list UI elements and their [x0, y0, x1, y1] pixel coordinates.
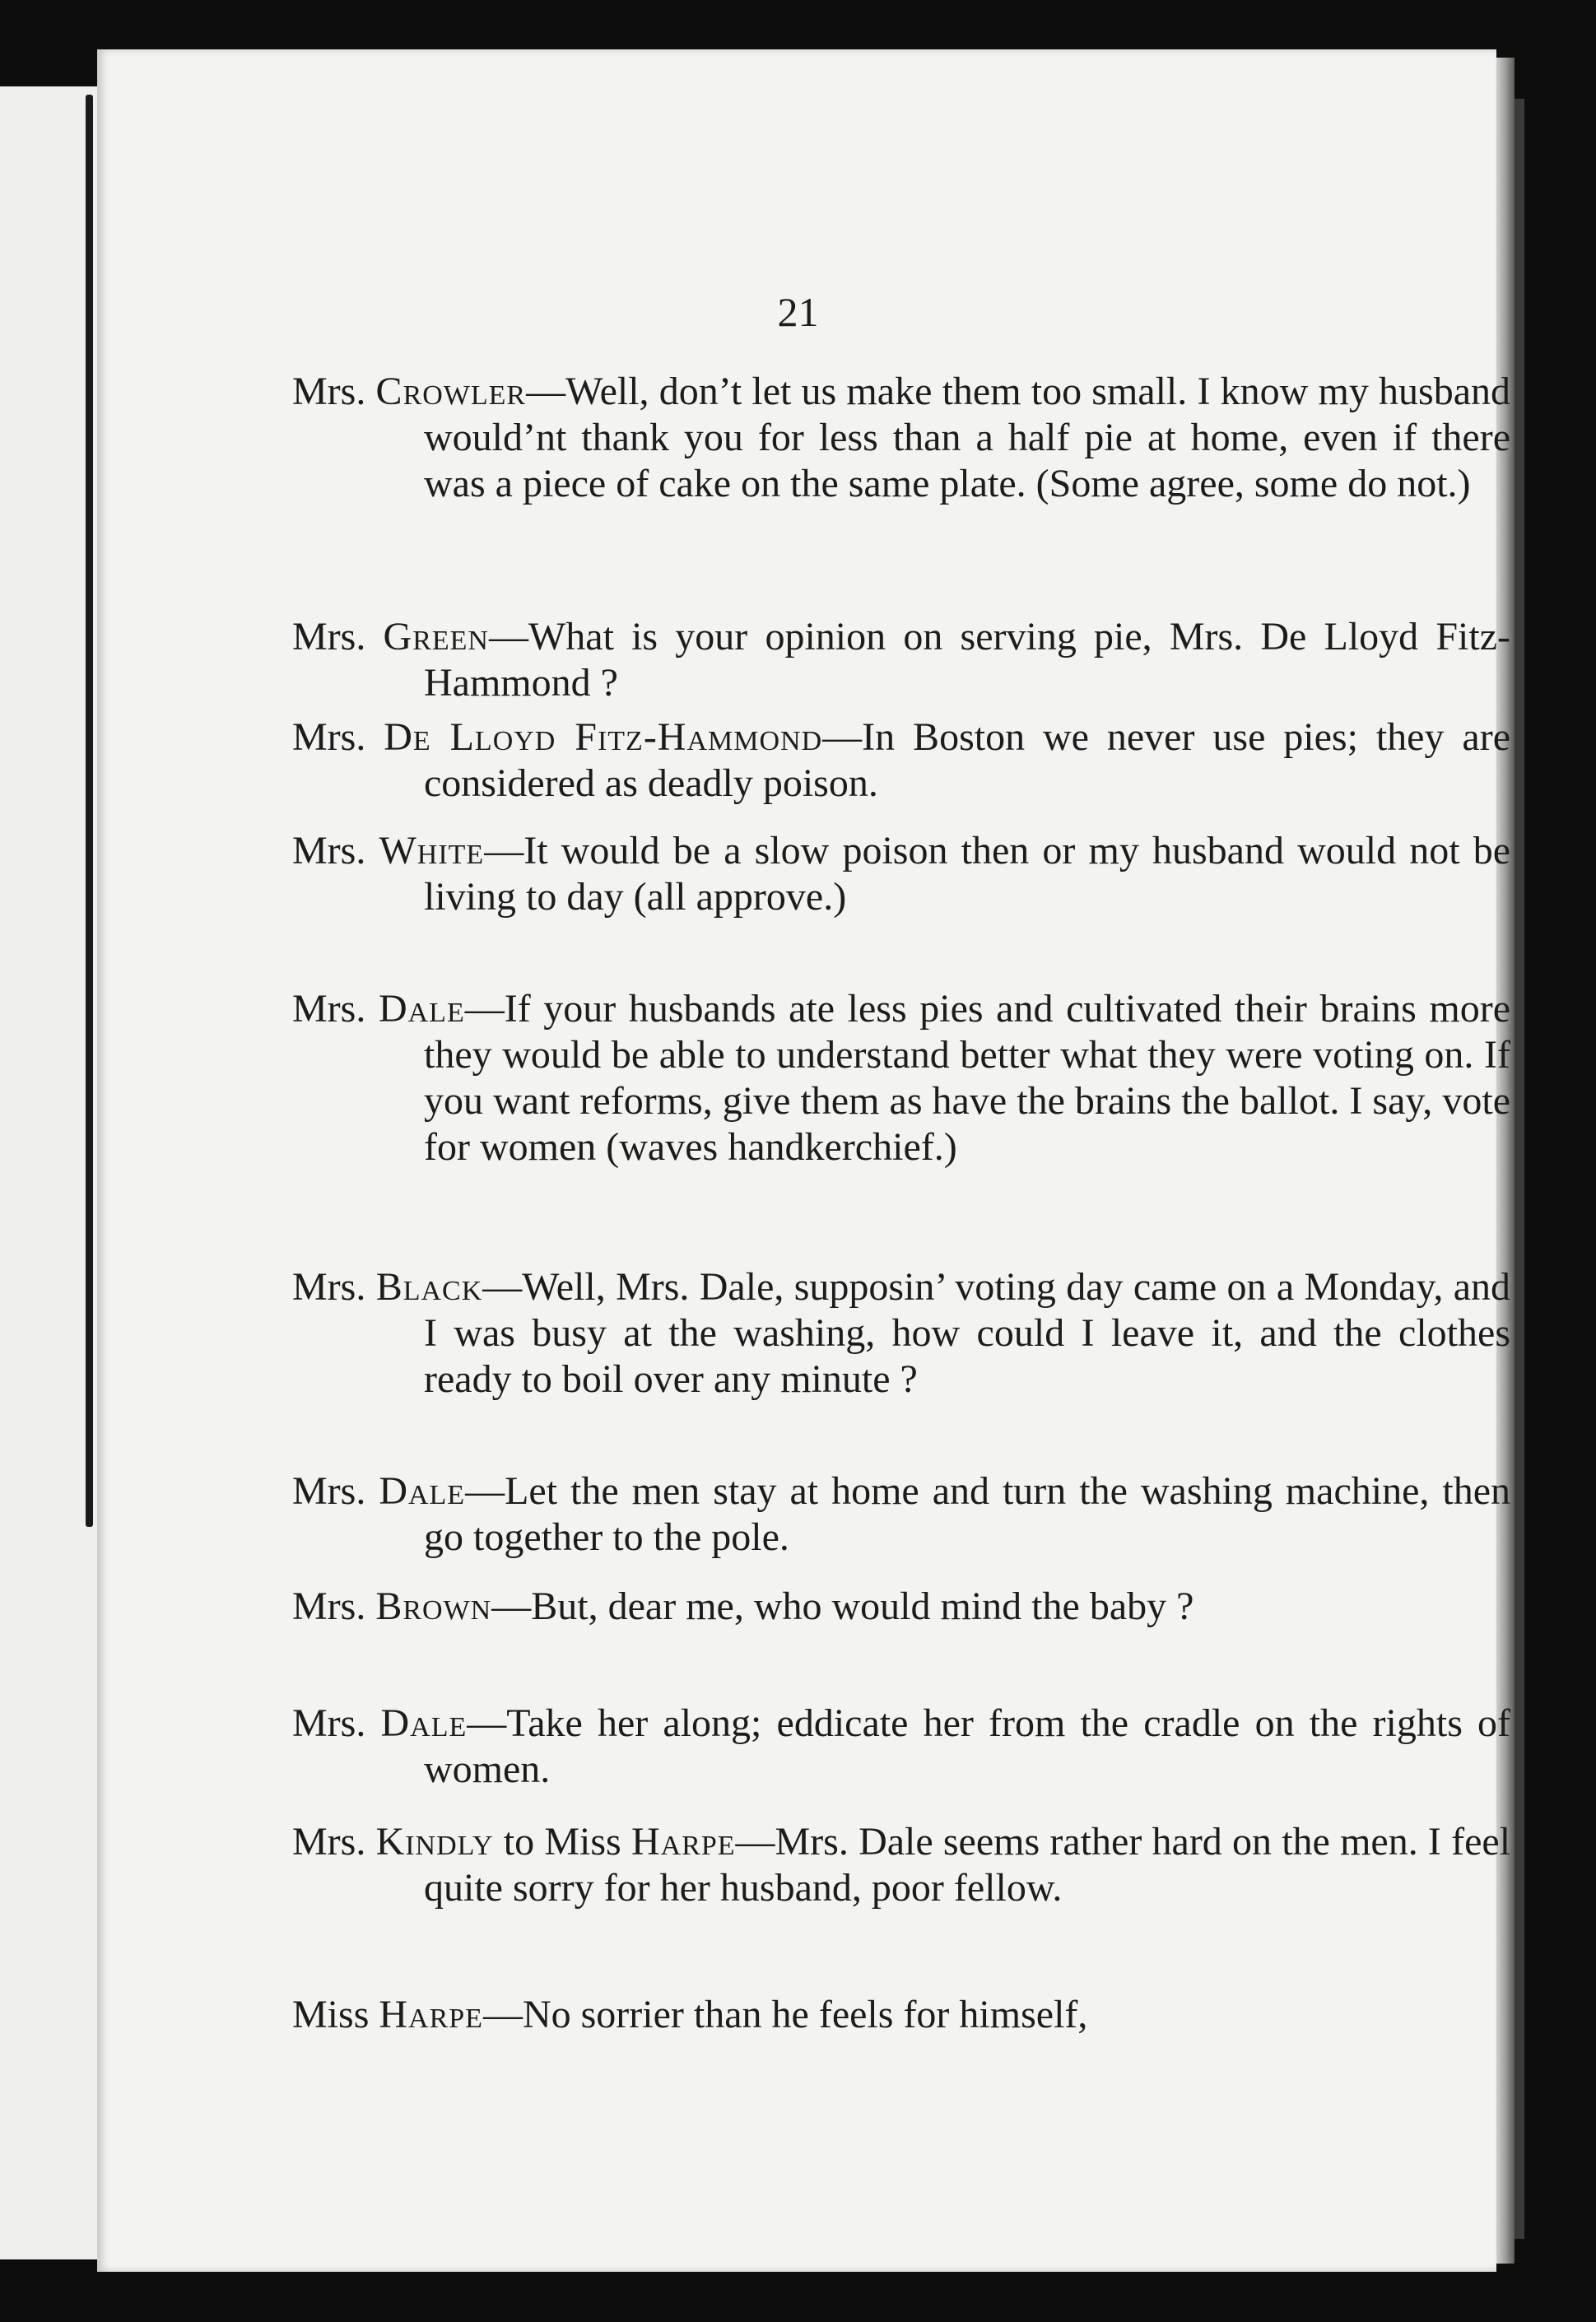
speaker-title: Mrs.: [292, 370, 366, 413]
dialogue-text: —If your husbands ate less pies and cultivated their brains more they would be able to understand better what they were voting on. If you want reforms, give them as have the brains the ballot. I say, vote for women (waves handkerchief.): [424, 987, 1511, 1169]
dialogue-line: [292, 1701, 1510, 1793]
speaker-title: Mrs.: [292, 615, 366, 658]
dialogue-text: —No sorrier than he feels for himself,: [482, 1993, 1088, 2036]
addressee-name: Harpe: [630, 1820, 736, 1864]
dialogue-line: [292, 828, 1510, 920]
dialogue-line: [292, 1819, 1510, 1911]
speaker-name: Black: [375, 1265, 483, 1309]
dialogue-text: —Let the men stay at home and turn the washing machine, then go together to the pole.: [424, 1469, 1510, 1559]
speaker-title: Mrs.: [292, 829, 366, 872]
speaker-name: Dale: [380, 1701, 468, 1745]
speaker-title: Mrs.: [292, 1820, 366, 1864]
dialogue-line: [292, 1468, 1510, 1561]
speaker-title: Mrs.: [292, 1701, 366, 1745]
dialogue-text: —Mrs. Dale seems rather hard on the men. I feel quite sorry for her husband, poor fellow.: [424, 1820, 1511, 1910]
dialogue-text: —In Boston we never use pies; they are considered as deadly poison.: [424, 715, 1510, 805]
stage-connector: to Miss: [503, 1820, 621, 1864]
page-number: 21: [777, 289, 819, 335]
dialogue-line: [292, 614, 1510, 706]
dialogue-line: [292, 1992, 1510, 2038]
speaker-name: Dale: [378, 987, 465, 1031]
speaker-title: Mrs.: [292, 715, 366, 759]
speaker-name: Harpe: [379, 1993, 483, 2036]
speaker-name: Kindly: [375, 1820, 494, 1864]
left-page-edge: [0, 86, 97, 2259]
dialogue-line: [292, 1264, 1510, 1403]
dialogue-text: —It would be a slow poison then or my husband would not be living to day (all approve.): [424, 829, 1511, 919]
speaker-title: Mrs.: [292, 1584, 366, 1628]
dialogue-text: —What is your opinion on serving pie, Mrs. De Lloyd Fitz-Hammond ?: [424, 615, 1511, 705]
dialogue-line: [292, 714, 1510, 807]
speaker-name: White: [379, 829, 485, 872]
speaker-name: Dale: [379, 1469, 466, 1513]
dialogue-text: —But, dear me, who would mind the baby ?: [491, 1584, 1194, 1628]
speaker-name: Green: [383, 615, 489, 658]
speaker-name: Crowler: [375, 370, 527, 413]
speaker-title: Mrs.: [292, 1265, 366, 1309]
dialogue-text: —Well, don’t let us make them too small. I know my husband would’nt thank you for less than a half pie at home, even if there was a piece of cake on the same plate. (Some agree, some do not.): [424, 370, 1511, 505]
dialogue-line: [292, 369, 1510, 507]
speaker-title: Mrs.: [292, 1469, 366, 1513]
page-fore-edge-shadow: [1515, 99, 1524, 2239]
speaker-title: Mrs.: [292, 987, 366, 1031]
speaker-title: Miss: [292, 1993, 370, 2036]
dialogue-line: [292, 986, 1510, 1170]
dialogue-text: —Take her along; eddicate her from the cradle on the rights of women.: [424, 1701, 1511, 1791]
speaker-name: De Lloyd Fitz-Hammond: [384, 715, 823, 759]
speaker-name: Brown: [375, 1584, 492, 1628]
dialogue-text: —Well, Mrs. Dale, supposin’ voting day came on a Monday, and I was busy at the washing, how could I leave it, and the clothes ready to boil over any minute ?: [424, 1265, 1511, 1401]
dialogue-line: [292, 1584, 1510, 1630]
